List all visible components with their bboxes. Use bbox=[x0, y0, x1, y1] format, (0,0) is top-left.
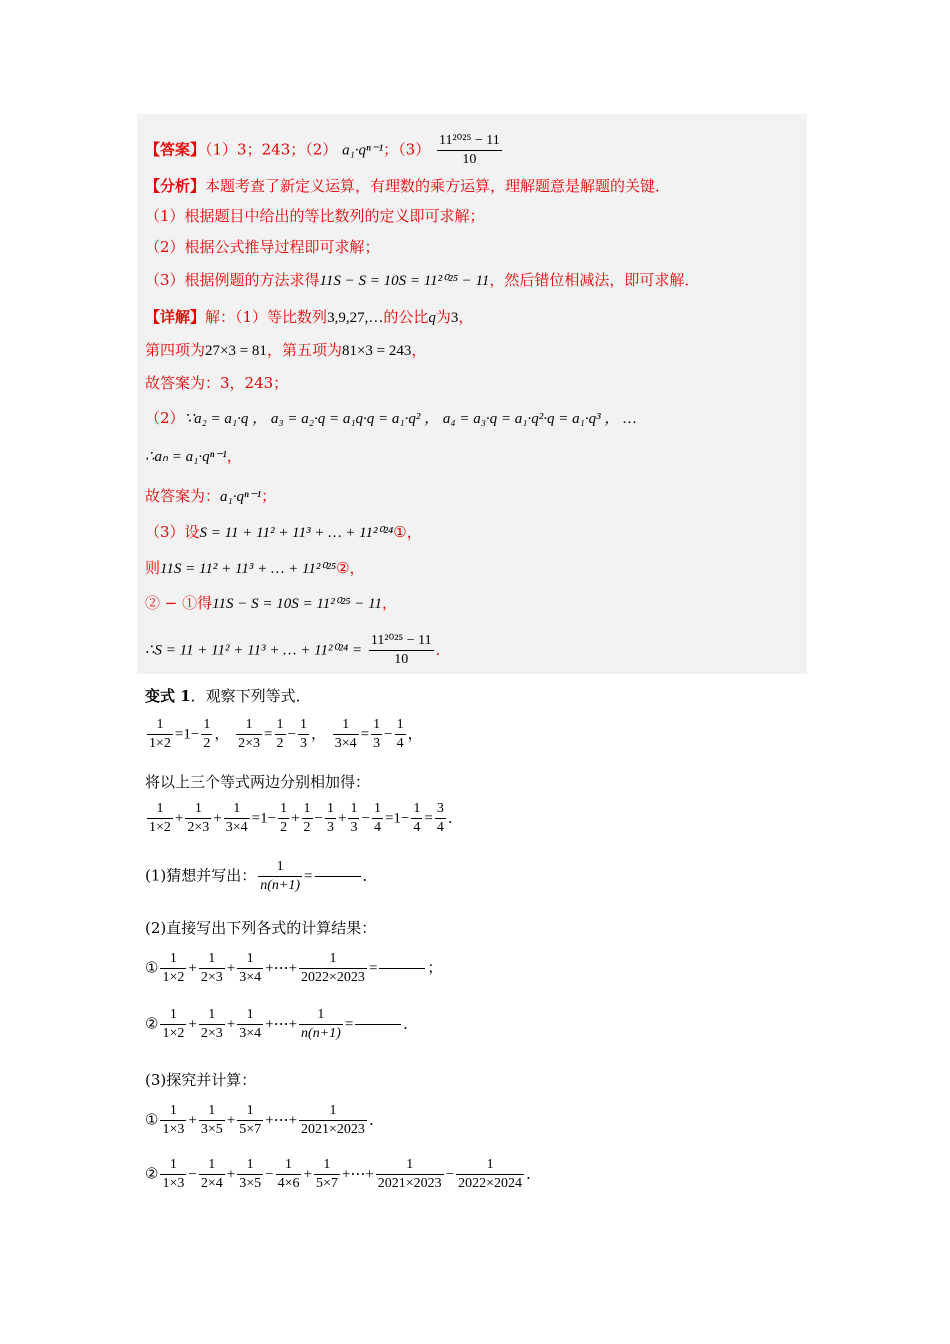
analysis-formula: 11S − S = 10S = 11²⁰²⁵ − 11 bbox=[319, 273, 490, 289]
analysis-point3: （3）根据例题的方法求得11S − S = 10S = 11²⁰²⁵ − 11，然后错位相减法，即可求解． bbox=[145, 271, 700, 289]
question3-item1: ① $\frac{1}{1\times 3}$ + $\frac{1}{3\times 5}$ + $\frac{1}{5\times 7}$ +⋯+ $\frac{1}{2021\times 2023}$ ． bbox=[145, 1103, 384, 1137]
detail-line6: 故答案为：a₁·qⁿ⁻¹； bbox=[145, 487, 277, 505]
question3-item2: ② $\frac{1}{1\times 3}$ − $\frac{1}{2\times 4}$ + $\frac{1}{3\times 5}$ − $\frac{1}{4\times 6}$ + $\frac{1}{5\times 7}$ +⋯+ $\frac{1}{2021\times 2023}$ − $\frac{1}{2022\times 2024}$ ． bbox=[145, 1157, 542, 1191]
detail-final-fraction: $\frac{\text{11²⁰²⁵ − 11}}{10}$ bbox=[370, 633, 432, 667]
variant-title-line bbox=[145, 686, 311, 706]
variant-intro: ．观察下列等式． bbox=[190, 687, 311, 705]
answer-part1: （1）3；243；（2） bbox=[205, 140, 338, 159]
answer-tag: 【答案】 bbox=[145, 140, 206, 159]
analysis-text: 本题考查了新定义运算，有理数的乘方运算，理解题意是解题的关键． bbox=[205, 177, 671, 195]
analysis-tag: 【分析】 bbox=[145, 177, 206, 195]
detail-line3: 故答案为：3，243； bbox=[145, 374, 289, 392]
question2-item1: ① $\frac{1}{1\times 2}$ + $\frac{1}{2\times 3}$ + $\frac{1}{3\times 4}$ +⋯+ $\frac{1}{2022\times 2023}$ = ； bbox=[145, 951, 443, 985]
variant-sum-equation: $\frac{1}{1\times 2}$ + $\frac{1}{2\times 3}$ + $\frac{1}{3\times 4}$ =1− $\frac{1}{2}$ + $\frac{1}{2}$ − $\frac{1}{3}$ + $\frac{1}{3}$ − $\frac{1}{4}$ =1− $\frac{1}{4}$ = $\frac{3}{4}$ ． bbox=[149, 801, 463, 835]
question2-item2: ② $\frac{1}{1\times 2}$ + $\frac{1}{2\times 3}$ + $\frac{1}{3\times 4}$ +⋯+ $\frac{1}{n(n+1)}$ = ． bbox=[145, 1007, 419, 1041]
answer-fraction3: $\frac{\text{11²⁰²⁵ − 11}}{10}$ bbox=[439, 133, 500, 167]
detail-line10: ∴S = 11 + 11² + 11³ + … + 11²⁰²⁴ = $\frac{\text{11²⁰²⁵ − 11}}{10}$ ． bbox=[145, 633, 451, 667]
answer-line bbox=[145, 132, 504, 169]
answer-blank-2[interactable] bbox=[379, 968, 425, 969]
detail-line5: ∴aₙ = a₁·qⁿ⁻¹， bbox=[145, 447, 242, 465]
question2: (2)直接写出下列各式的计算结果： bbox=[145, 919, 377, 937]
answer-formula2: a₁·qⁿ⁻¹ bbox=[342, 142, 384, 159]
detail-line9: ② − ①得11S − S = 10S = 11²⁰²⁵ − 11， bbox=[145, 594, 398, 612]
variant-equations: $\frac{1}{1\times 2}$ =1− $\frac{1}{2}$ ， $\frac{1}{2\times 3}$ = $\frac{1}{2}$ − $\frac{1}{3}$ ， $\frac{1}{3\times 4}$ = $\frac{1}{3}$ − $\frac{1}{4}$ ， bbox=[149, 717, 423, 751]
variant-sum-intro: 将以上三个等式两边分别相加得： bbox=[145, 773, 371, 791]
question3: (3)探究并计算： bbox=[145, 1071, 257, 1089]
answer-blank-1[interactable] bbox=[315, 876, 361, 877]
detail-line2: 第四项为27×3 = 81，第五项为81×3 = 243， bbox=[145, 341, 427, 359]
detail-line7: （3）设S = 11 + 11² + 11³ + … + 11²⁰²⁴①， bbox=[145, 523, 422, 541]
analysis-line bbox=[145, 176, 670, 196]
detail-line8: 则11S = 11² + 11³ + … + 11²⁰²⁵②， bbox=[145, 559, 365, 577]
variant-title: 变式 1 bbox=[145, 687, 191, 705]
analysis-point1: （1）根据题目中给出的等比数列的定义即可求解； bbox=[145, 207, 485, 225]
solution-box bbox=[137, 114, 807, 674]
detail-line4: （2）∵a₂ = a₁·q ， a₃ = a₂·q = a₁q·q = a₁·q² ， a₄ = a₃·q = a₁·q²·q = a₁·q³ ， … bbox=[145, 409, 637, 427]
answer-blank-3[interactable] bbox=[355, 1024, 401, 1025]
detail-line1: 【详解】解：（1）等比数列3,9,27,…的公比q为3， bbox=[145, 308, 474, 326]
question1: (1)猜想并写出： $\frac{1}{n(n+1)}$ = ． bbox=[145, 859, 378, 893]
analysis-point2: （2）根据公式推导过程即可求解； bbox=[145, 238, 380, 256]
detail-tag: 【详解】 bbox=[145, 308, 206, 326]
answer-part2: ；（3） bbox=[383, 140, 431, 159]
